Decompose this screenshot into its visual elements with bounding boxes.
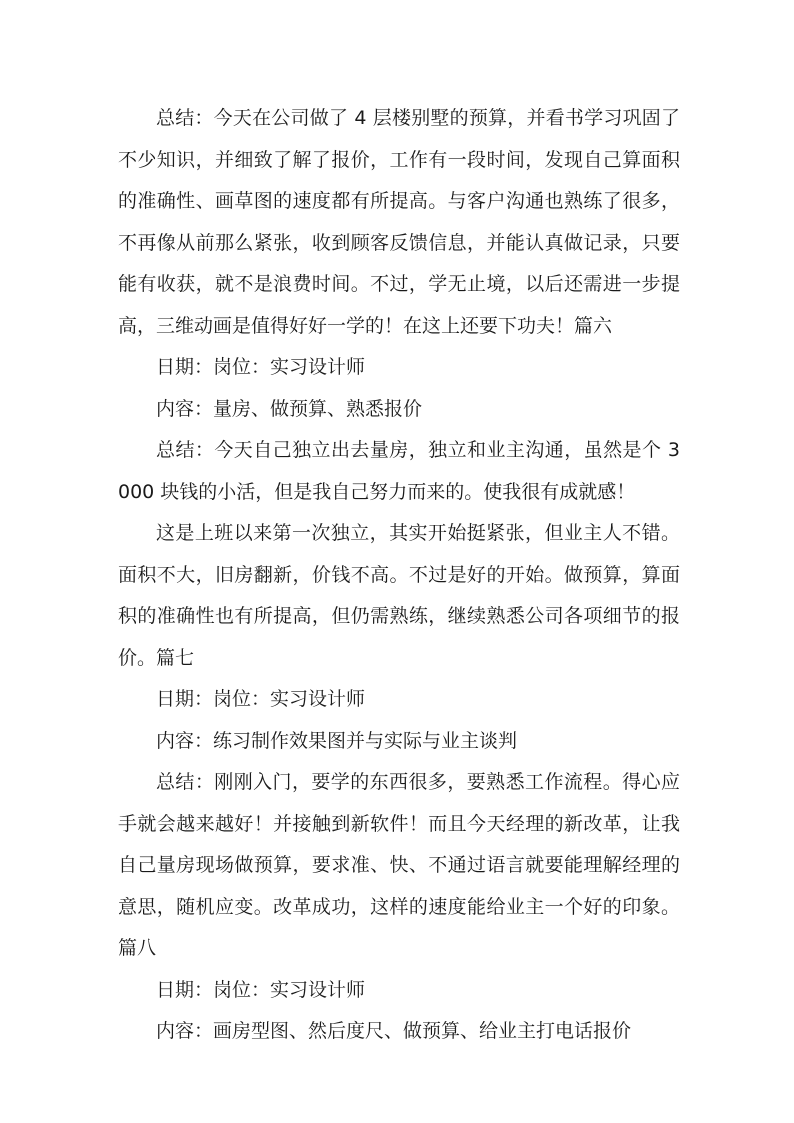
date-position-line-3: 日期：岗位：实习设计师 <box>156 978 366 1001</box>
content-line-1: 内容：量房、做预算、熟悉报价 <box>156 397 423 420</box>
document-body <box>118 98 680 1053</box>
summary-paragraph-3: 总结：刚刚入门，要学的东西很多，要熟悉工作流程。得心应手就会越来越好！并接触到新软件！而且今天经理的新改革，让我自己量房现场做预算，要求准、快、不通过语言就要能理解经理的意思，随机应变。改革成功，这样的速度能给业主一个好的印象。篇八 <box>118 771 680 959</box>
content-line-3: 内容：画房型图、然后度尺、做预算、给业主打电话报价 <box>156 1020 632 1042</box>
body-paragraph-2: 这是上班以来第一次独立，其实开始挺紧张，但业主人不错。面积不大，旧房翻新，价钱不高。不过是好的开始。做预算，算面积的准确性也有所提高，但仍需熟练，继续熟悉公司各项细节的报价。篇七 <box>118 522 680 669</box>
date-position-line-2: 日期：岗位：实习设计师 <box>156 688 366 710</box>
date-position-line-1: 日期：岗位：实习设计师 <box>156 356 366 378</box>
content-line-2: 内容：练习制作效果图并与实际与业主谈判 <box>156 729 518 752</box>
summary-paragraph-2: 总结：今天自己独立出去量房，独立和业主沟通，虽然是个 3000 块钱的小活，但是我自己努力而来的。使我很有成就感！ <box>118 439 680 503</box>
summary-paragraph-1: 总结：今天在公司做了 4 层楼别墅的预算，并看书学习巩固了不少知识，并细致了解了报价，工作有一段时间，发现自己算面积的准确性、画草图的速度都有所提高。与客户沟通也熟练了很多，不再像从前那么紧张，收到顾客反馈信息，并能认真做记录，只要能有收获，就不是浪费时间。不过，学无止境，以后还需进一步提高，三维动画是值得好好一学的！在这上还要下功夫！篇六 <box>118 107 680 337</box>
